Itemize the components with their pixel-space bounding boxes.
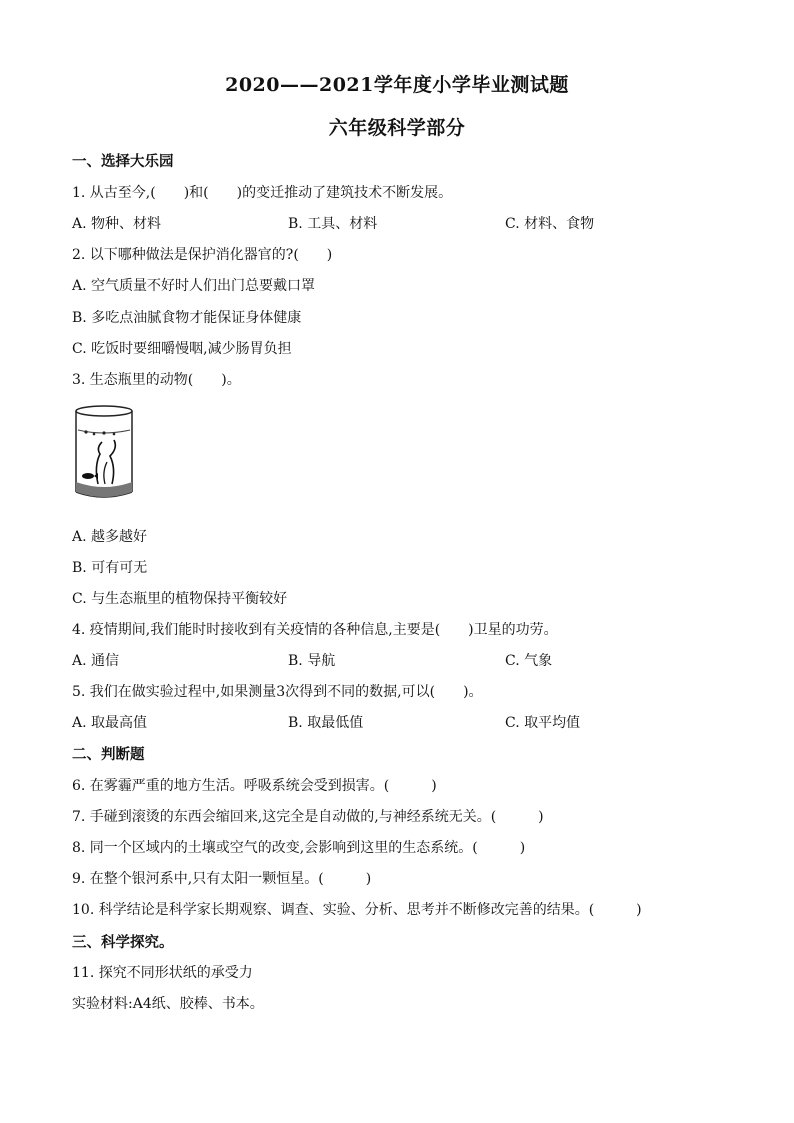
q1-option-b: B. 工具、材料 bbox=[288, 216, 378, 232]
question-5: 5. 我们在做实验过程中,如果测量3次得到不同的数据,可以( )。 bbox=[72, 684, 483, 700]
exam-subtitle: 六年级科学部分 bbox=[328, 117, 466, 139]
q2-option-b: B. 多吃点油腻食物才能保证身体健康 bbox=[72, 310, 302, 326]
q3-option-b: B. 可有可无 bbox=[72, 560, 148, 576]
question-1: 1. 从古至今,( )和( )的变迁推动了建筑技术不断发展。 bbox=[72, 185, 453, 201]
q4-option-b: B. 导航 bbox=[288, 653, 336, 669]
question-7: 7. 手碰到滚烫的东西会缩回来,这完全是自动做的,与神经系统无关。( ) bbox=[72, 809, 544, 825]
q1-option-a: A. 物种、材料 bbox=[72, 216, 162, 232]
question-6: 6. 在雾霾严重的地方生活。呼吸系统会受到损害。( ) bbox=[72, 778, 437, 794]
section-heading-choice: 一、选择大乐园 bbox=[72, 153, 174, 170]
q2-option-c: C. 吃饭时要细嚼慢咽,减少肠胃负担 bbox=[72, 341, 292, 357]
question-8: 8. 同一个区域内的土壤或空气的改变,会影响到这里的生态系统。( ) bbox=[72, 840, 526, 856]
question-9: 9. 在整个银河系中,只有太阳一颗恒星。( ) bbox=[72, 871, 372, 887]
question-11: 11. 探究不同形状纸的承受力 bbox=[72, 965, 253, 981]
exam-title: 2020——2021学年度小学毕业测试题 bbox=[225, 74, 569, 96]
q5-option-c: C. 取平均值 bbox=[505, 715, 581, 731]
q3-option-a: A. 越多越好 bbox=[72, 529, 148, 545]
q2-option-a: A. 空气质量不好时人们出门总要戴口罩 bbox=[72, 278, 316, 294]
question-2: 2. 以下哪种做法是保护消化器官的?( ) bbox=[72, 247, 333, 263]
q5-option-a: A. 取最高值 bbox=[72, 715, 148, 731]
question-10: 10. 科学结论是科学家长期观察、调查、实验、分析、思考并不断修改完善的结果。( ) bbox=[72, 902, 642, 918]
q11-materials: 实验材料:A4纸、胶棒、书本。 bbox=[72, 996, 264, 1012]
q4-option-c: C. 气象 bbox=[505, 653, 553, 669]
question-4: 4. 疫情期间,我们能时时接收到有关疫情的各种信息,主要是( )卫星的功劳。 bbox=[72, 622, 558, 638]
q3-option-c: C. 与生态瓶里的植物保持平衡较好 bbox=[72, 591, 288, 607]
ecosystem-jar-icon bbox=[72, 404, 136, 504]
q5-option-b: B. 取最低值 bbox=[288, 715, 364, 731]
q4-option-a: A. 通信 bbox=[72, 653, 120, 669]
q1-option-c: C. 材料、食物 bbox=[505, 216, 595, 232]
section-heading-judge: 二、判断题 bbox=[72, 746, 145, 763]
question-3: 3. 生态瓶里的动物( )。 bbox=[72, 372, 241, 388]
section-heading-inquiry: 三、科学探究。 bbox=[72, 934, 174, 951]
